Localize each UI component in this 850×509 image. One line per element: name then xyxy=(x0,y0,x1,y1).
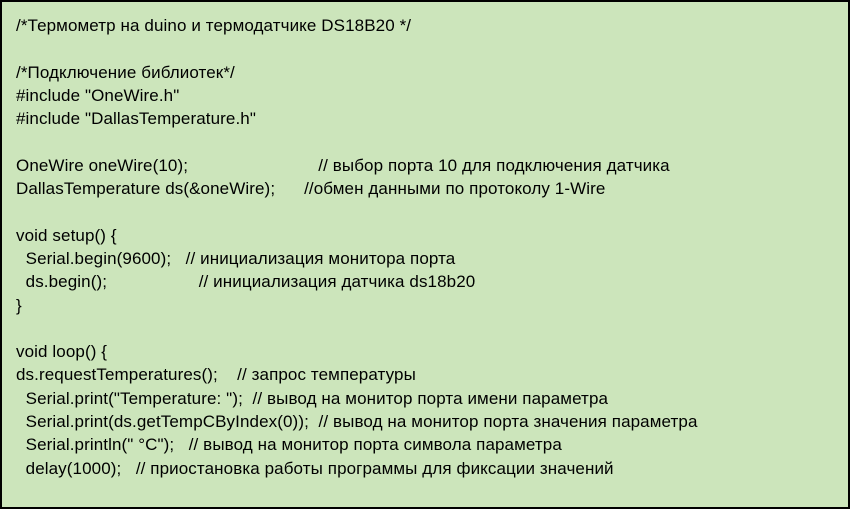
code-line: OneWire oneWire(10); // выбор порта 10 для подключения датчика xyxy=(16,155,670,175)
code-line: Serial.begin(9600); // инициализация монитора порта xyxy=(16,248,456,268)
code-line-blank xyxy=(16,130,848,153)
code-line: /*Подключение библиотек*/ xyxy=(16,62,235,82)
code-line: ds.begin(); // инициализация датчика ds18b20 xyxy=(16,272,476,292)
code-line: Serial.print("Temperature: "); // вывод на монитор порта имени параметра xyxy=(16,388,609,408)
code-line: DallasTemperature ds(&oneWire); //обмен данными по протоколу 1-Wire xyxy=(16,179,606,199)
code-line: void setup() { xyxy=(16,225,117,245)
code-line: #include "OneWire.h" xyxy=(16,85,180,105)
code-line: delay(1000); // приостановка работы программы для фиксации значений xyxy=(16,458,614,478)
code-line: } xyxy=(16,295,22,315)
code-line: Serial.print(ds.getTempCByIndex(0)); // вывод на монитор порта значения параметра xyxy=(16,412,698,432)
code-line-blank xyxy=(16,200,848,223)
code-line: ds.requestTemperatures(); // запрос температуры xyxy=(16,365,416,385)
code-line: #include "DallasTemperature.h" xyxy=(16,109,256,129)
code-line-blank xyxy=(16,37,848,60)
code-line: void loop() { xyxy=(16,342,108,362)
code-line-blank xyxy=(16,317,848,340)
code-line: Serial.println(" °C"); // вывод на монитор порта символа параметра xyxy=(16,435,562,455)
code-line: /*Термометр на duino и термодатчике DS18B20 */ xyxy=(16,16,412,35)
